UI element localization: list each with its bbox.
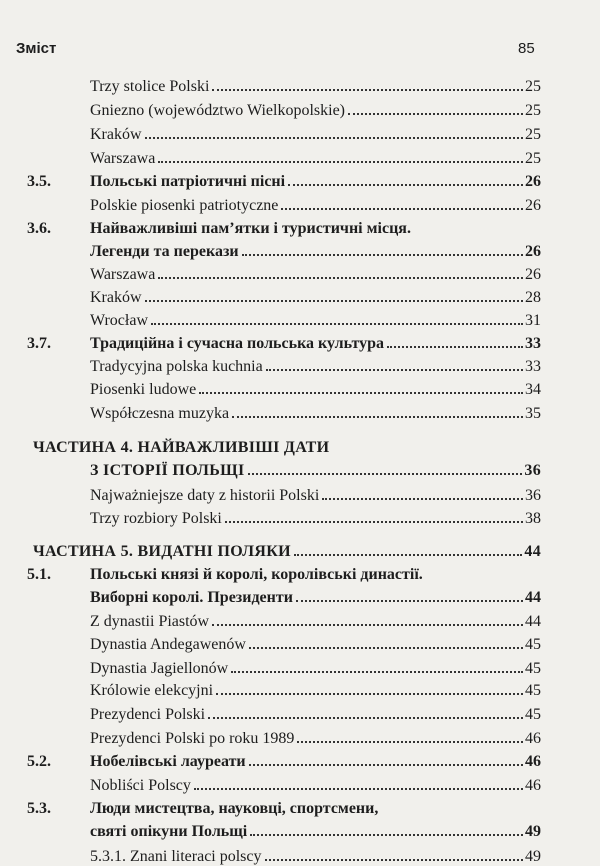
toc-entry [90,354,541,376]
page-header [0,40,600,62]
toc-entry-title: ЧАСТИНА 5. ВИДАТНІ ПОЛЯКИ [33,543,291,560]
toc-entry-page: 36 [525,487,541,504]
toc-entry-page: 36 [524,462,541,479]
toc-entry-page: 35 [525,405,541,422]
toc-entry-page: 25 [525,126,541,143]
toc-entry-title: Gniezno (województwo Wielkopolskie) [90,102,345,119]
toc-entry-title: Польські князі й королі, королівські династії. [90,566,423,583]
toc-part-heading [33,435,541,457]
toc-entry [90,726,541,748]
toc-entry-title: Kraków [90,126,142,143]
toc-entry-page: 26 [525,266,541,283]
dot-leader [297,741,523,743]
toc-entry-title: Виборні королі. Президенти [90,589,293,606]
toc-entry-title: Kraków [90,289,142,306]
dot-leader [194,788,523,790]
toc-entry-page: 46 [525,753,541,770]
toc-entry-title: З ІСТОРІЇ ПОЛЬЩІ [90,462,245,479]
dot-leader [266,369,523,371]
toc-entry-page: 31 [525,312,541,329]
toc-entry-title: Warszawa [90,150,156,167]
toc-entry-number: 3.7. [27,335,51,352]
toc-section-entry [27,216,541,238]
toc-entry [90,308,541,330]
dot-leader [296,600,523,602]
toc-entry-title: Nobliści Polscy [90,777,191,794]
toc-entry-page: 28 [525,289,541,306]
dot-leader [158,161,523,163]
toc-entry-page: 44 [525,589,541,606]
toc-entry-title: Нобелівські лауреати [90,753,246,770]
toc-entry-page: 26 [525,243,541,260]
toc-section-entry [27,331,541,353]
toc-entry-page: 34 [525,381,541,398]
toc-entry [90,285,541,307]
toc-part-heading [33,539,541,561]
toc-entry-title: Dynastia Andegawenów [90,636,246,653]
dot-leader [242,254,523,256]
toc-entry-page: 25 [525,150,541,167]
toc-part-heading [90,458,541,480]
toc-entry-number: 3.5. [27,173,51,190]
toc-entry-page: 45 [525,636,541,653]
dot-leader [225,521,523,523]
dot-leader [281,208,523,210]
toc-entry [90,193,541,215]
toc-entry-title: Z dynastii Piastów [90,613,210,630]
toc-entry-page: 33 [525,358,541,375]
toc-entry-title: Dynastia Jagiellonów [90,660,229,677]
toc-entry-number: 3.6. [27,220,51,237]
toc-entry [90,377,541,399]
dot-leader [248,473,523,475]
toc-section-entry [90,239,541,261]
toc-entry-page: 45 [525,682,541,699]
toc-entry-title: 5.3.1. Znani literaci polscy [90,848,262,865]
toc-entry-title: Polskie piosenki patriotyczne [90,197,279,214]
toc-entry-title: Tradycyjna polska kuchnia [90,358,263,375]
dot-leader [199,392,523,394]
dot-leader [265,859,523,861]
toc-entry-title: Традиційна і сучасна польська культура [90,335,385,352]
toc-entry [90,844,541,866]
toc-entry-title: Легенди та перекази [90,243,239,260]
toc-entry-title: святі опікуни Польщі [90,823,248,840]
toc-entry-page: 46 [525,730,541,747]
dot-leader [250,834,523,836]
toc-entry [90,773,541,795]
dot-leader [151,323,523,325]
dot-leader [231,671,523,673]
toc-entry-title: Trzy rozbiory Polski [90,510,222,527]
toc-entry [90,146,541,168]
dot-leader [145,137,523,139]
toc-entry [90,678,541,700]
toc-entry [90,656,541,678]
toc-section-entry [27,562,541,584]
toc-entry-title: Люди мистецтва, науковці, спортсмени, [90,800,379,817]
dot-leader [348,113,523,115]
toc-section-entry [27,749,541,771]
toc-entry-title: Królowie elekcyjni [90,682,214,699]
toc-entry-title: Найважливіші пам’ятки і туристичні місця. [90,220,411,237]
toc-entry [90,632,541,654]
toc-entry [90,262,541,284]
toc-entry-title: Najważniejsze daty z historii Polski [90,487,320,504]
toc-entry-title: Trzy stolice Polski [90,78,210,95]
toc-entry [90,483,541,505]
toc-entry [90,506,541,528]
toc-entry-page: 26 [525,197,541,214]
toc-entry [90,98,541,120]
toc-entry-page: 44 [525,613,541,630]
dot-leader [294,554,522,556]
dot-leader [212,624,523,626]
toc-entry-page: 45 [525,660,541,677]
toc-entry-title: Польські патріотичні пісні [90,173,286,190]
toc-entry [90,74,541,96]
toc-entry-page: 44 [524,543,541,560]
toc-entry-page: 45 [525,706,541,723]
toc-entry-page: 25 [525,78,541,95]
dot-leader [387,346,523,348]
dot-leader [145,300,523,302]
toc-entry-page: 46 [525,777,541,794]
toc-entry-number: 5.3. [27,800,51,817]
toc-entry-title: Warszawa [90,266,156,283]
toc-entry-page: 25 [525,102,541,119]
dot-leader [249,764,523,766]
section-title: Зміст [16,40,57,57]
toc-entry-title: Prezydenci Polski po roku 1989 [90,730,295,747]
toc-entry-title: Wrocław [90,312,148,329]
toc-section-entry [90,819,541,841]
toc-entry [90,609,541,631]
toc-entry-page: 49 [525,823,541,840]
toc-entry-number: 5.2. [27,753,51,770]
dot-leader [249,647,523,649]
toc-section-entry [27,169,541,191]
dot-leader [212,89,523,91]
toc-entry-title: Piosenki ludowe [90,381,197,398]
toc-entry-title: ЧАСТИНА 4. НАЙВАЖЛИВІШІ ДАТИ [33,439,330,456]
page-number: 85 [518,40,535,57]
dot-leader [208,717,523,719]
toc-entry-page: 26 [525,173,541,190]
toc-entry [90,122,541,144]
dot-leader [216,693,523,695]
dot-leader [322,498,523,500]
dot-leader [288,184,523,186]
toc-entry-number: 5.1. [27,566,51,583]
toc-entry-title: Współczesna muzyka [90,405,230,422]
toc-section-entry [27,796,541,818]
dot-leader [158,277,523,279]
toc-entry-page: 33 [525,335,541,352]
toc-entry [90,401,541,423]
toc-entry [90,702,541,724]
dot-leader [232,416,523,418]
toc-section-entry [90,585,541,607]
toc-entry-title: Prezydenci Polski [90,706,206,723]
toc-entry-page: 49 [525,848,541,865]
toc-entry-page: 38 [525,510,541,527]
